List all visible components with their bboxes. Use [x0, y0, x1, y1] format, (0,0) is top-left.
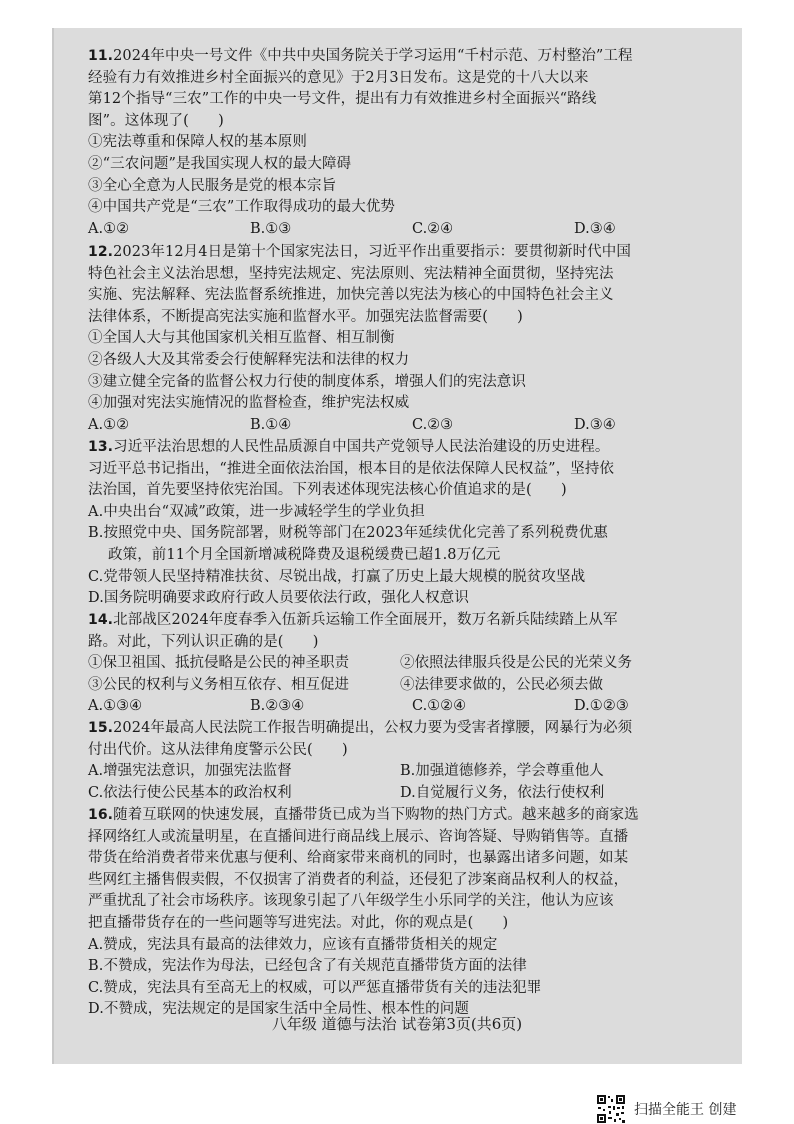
- choice-d[interactable]: D.③④: [574, 416, 616, 433]
- question-stem-line: 11.2024年中央一号文件《中共中央国务院关于学习运用“千村示范、万村整治”工程: [88, 48, 633, 64]
- question-stem-line: 12.2023年12月4日是第十个国家宪法日，习近平作出重要指示：要贯彻新时代中国: [88, 244, 631, 260]
- choice-b[interactable]: B.不赞成，宪法作为母法，已经包含了有关规范直播带货方面的法律: [88, 958, 527, 975]
- choice-d[interactable]: D.①②③: [574, 698, 629, 715]
- statement: ③公民的权利与义务相互依存、相互促进: [88, 676, 349, 693]
- scanner-watermark: [596, 1094, 736, 1124]
- statement: ①全国人大与其他国家机关相互监督、相互制衡: [88, 330, 395, 347]
- scanner-label: 扫描全能王 创建: [634, 1102, 737, 1118]
- choice-c[interactable]: C.①②④: [412, 698, 467, 715]
- choice-c[interactable]: C.党带领人民坚持精准扶贫、尽锐出战，打赢了历史上最大规模的脱贫攻坚战: [88, 568, 586, 585]
- scan-edge: [52, 28, 54, 1064]
- question-stem-line: 习近平总书记指出，“推进全面依法治国，根本目的是依法保障人民权益”，坚持依: [88, 460, 615, 477]
- choice-a[interactable]: A.中央出台“双减”政策，进一步减轻学生的学业负担: [88, 503, 425, 520]
- statement: ④中国共产党是“三农”工作取得成功的最大优势: [88, 199, 396, 216]
- question-stem-line: 些网红主播售假卖假，不仅损害了消费者的利益，还侵犯了涉案商品权利人的权益，: [88, 871, 629, 888]
- page-footer: 八年级 道德与法治 试卷第3页(共6页): [271, 1015, 523, 1033]
- choice-row: [88, 696, 738, 718]
- question-stem-line: 特色社会主义法治思想，坚持宪法规定、宪法原则、宪法精神全面贯彻，坚持宪法: [88, 265, 614, 282]
- statement: ④加强对宪法实施情况的监督检查，维护宪法权威: [88, 395, 410, 412]
- qr-code-icon: [596, 1094, 626, 1124]
- question-number: 14.: [88, 612, 114, 628]
- choice-row: [88, 783, 738, 805]
- question-stem-line: 严重扰乱了社会市场秩序。该现象引起了八年级学生小乐同学的关注，他认为应该: [88, 893, 614, 910]
- choice-a[interactable]: A.①③④: [88, 698, 143, 715]
- choice-b-continued: 政策，前11个月全国新增减税降费及退税缓费已超1.8万亿元: [108, 546, 501, 563]
- question-stem-line: 实施、宪法解释、宪法监督系统推进，加快完善以宪法为核心的中国特色社会主义: [88, 287, 614, 304]
- statement-row: [88, 675, 738, 697]
- choice-d[interactable]: D.不赞成，宪法规定的是国家生活中全局性、根本性的问题: [88, 1001, 469, 1018]
- choice-a[interactable]: A.①②: [88, 416, 130, 433]
- question-number: 13.: [88, 439, 114, 455]
- choice-d[interactable]: D.国务院明确要求政府行政人员要依法行政，强化人权意识: [88, 590, 469, 607]
- question-stem-line: 法律体系，不断提高宪法实施和监督水平。加强宪法监督需要( ): [88, 308, 523, 325]
- choice-b[interactable]: B.按照党中央、国务院部署，财税等部门在2023年延续优化完善了系列税费优惠: [88, 525, 608, 542]
- statement-row: [88, 653, 738, 675]
- choice-a[interactable]: A.赞成，宪法具有最高的法律效力，应该有直播带货相关的规定: [88, 936, 498, 953]
- question-stem-line: 付出代价。这从法律角度警示公民( ): [88, 741, 348, 758]
- question-stem-line: 14.北部战区2024年度春季入伍新兵运输工作全面展开，数万名新兵陆续踏上从军: [88, 612, 618, 628]
- choice-b[interactable]: B.①③: [250, 220, 292, 237]
- statement: ②各级人大及其常委会行使解释宪法和法律的权力: [88, 351, 410, 368]
- choice-c[interactable]: C.②④: [412, 220, 454, 237]
- question-stem-line: 15.2024年最高人民法院工作报告明确提出，公权力要为受害者撑腰，网暴行为必须: [88, 720, 633, 736]
- statement: ④法律要求做的，公民必须去做: [400, 676, 603, 693]
- question-15: [88, 718, 738, 804]
- choice-a[interactable]: A.增强宪法意识，加强宪法监督: [88, 763, 292, 780]
- choice-c[interactable]: C.赞成，宪法具有至高无上的权威，可以严惩直播带货有关的违法犯罪: [88, 979, 542, 996]
- question-stem-line: 第12个指导“三农”工作的中央一号文件，提出有力有效推进乡村全面振兴“路线: [88, 91, 597, 108]
- question-16: [88, 805, 738, 1021]
- question-11: [88, 46, 738, 240]
- question-stem-line: 图”。这体现了( ): [88, 112, 224, 129]
- choice-d[interactable]: D.自觉履行义务，依法行使权利: [400, 784, 605, 801]
- choice-b[interactable]: B.②③④: [250, 698, 305, 715]
- question-number: 11.: [88, 48, 114, 64]
- statement: ②依照法律服兵役是公民的光荣义务: [400, 655, 632, 672]
- question-number: 12.: [88, 244, 114, 260]
- question-stem-line: 带货在给消费者带来优惠与便利、给商家带来商机的同时，也暴露出诸多问题，如某: [88, 850, 629, 867]
- scanned-exam-page: [52, 28, 742, 1064]
- question-stem-line: 法治国，首先要坚持依宪治国。下列表述体现宪法核心价值追求的是( ): [88, 482, 567, 499]
- question-number: 15.: [88, 720, 114, 736]
- choice-a[interactable]: A.①②: [88, 220, 130, 237]
- choice-c[interactable]: C.②③: [412, 416, 454, 433]
- statement: ③全心全意为人民服务是党的根本宗旨: [88, 177, 337, 194]
- choice-row: [88, 415, 738, 437]
- statement: ①宪法尊重和保障人权的基本原则: [88, 134, 307, 151]
- choice-b[interactable]: B.①④: [250, 416, 292, 433]
- question-stem-line: 13.习近平法治思想的人民性品质源自中国共产党领导人民法治建设的历史进程。: [88, 439, 610, 455]
- question-14: [88, 610, 738, 718]
- statement: ②“三农问题”是我国实现人权的最大障碍: [88, 155, 352, 172]
- question-stem-line: 把直播带货存在的一些问题等写进宪法。对此，你的观点是( ): [88, 914, 509, 931]
- choice-d[interactable]: D.③④: [574, 220, 616, 237]
- statement: ①保卫祖国、抵抗侵略是公民的神圣职责: [88, 655, 349, 672]
- choice-b[interactable]: B.加强道德修养，学会尊重他人: [400, 763, 604, 780]
- question-12: [88, 242, 738, 436]
- question-13: [88, 437, 738, 610]
- choice-row: [88, 219, 738, 241]
- choice-c[interactable]: C.依法行使公民基本的政治权利: [88, 784, 292, 801]
- question-stem-line: 择网络红人或流量明星，在直播间进行商品线上展示、咨询答疑、导购销售等。直播: [88, 828, 629, 845]
- statement: ③建立健全完备的监督公权力行使的制度体系，增强人们的宪法意识: [88, 373, 526, 390]
- question-number: 16.: [88, 807, 114, 823]
- question-stem-line: 经验有力有效推进乡村全面振兴的意见》于2月3日发布。这是党的十八大以来: [88, 69, 589, 86]
- question-stem-line: 16.随着互联网的快速发展，直播带货已成为当下购物的热门方式。越来越多的商家选: [88, 807, 639, 823]
- question-stem-line: 路。对此，下列认识正确的是( ): [88, 633, 319, 650]
- choice-row: [88, 761, 738, 783]
